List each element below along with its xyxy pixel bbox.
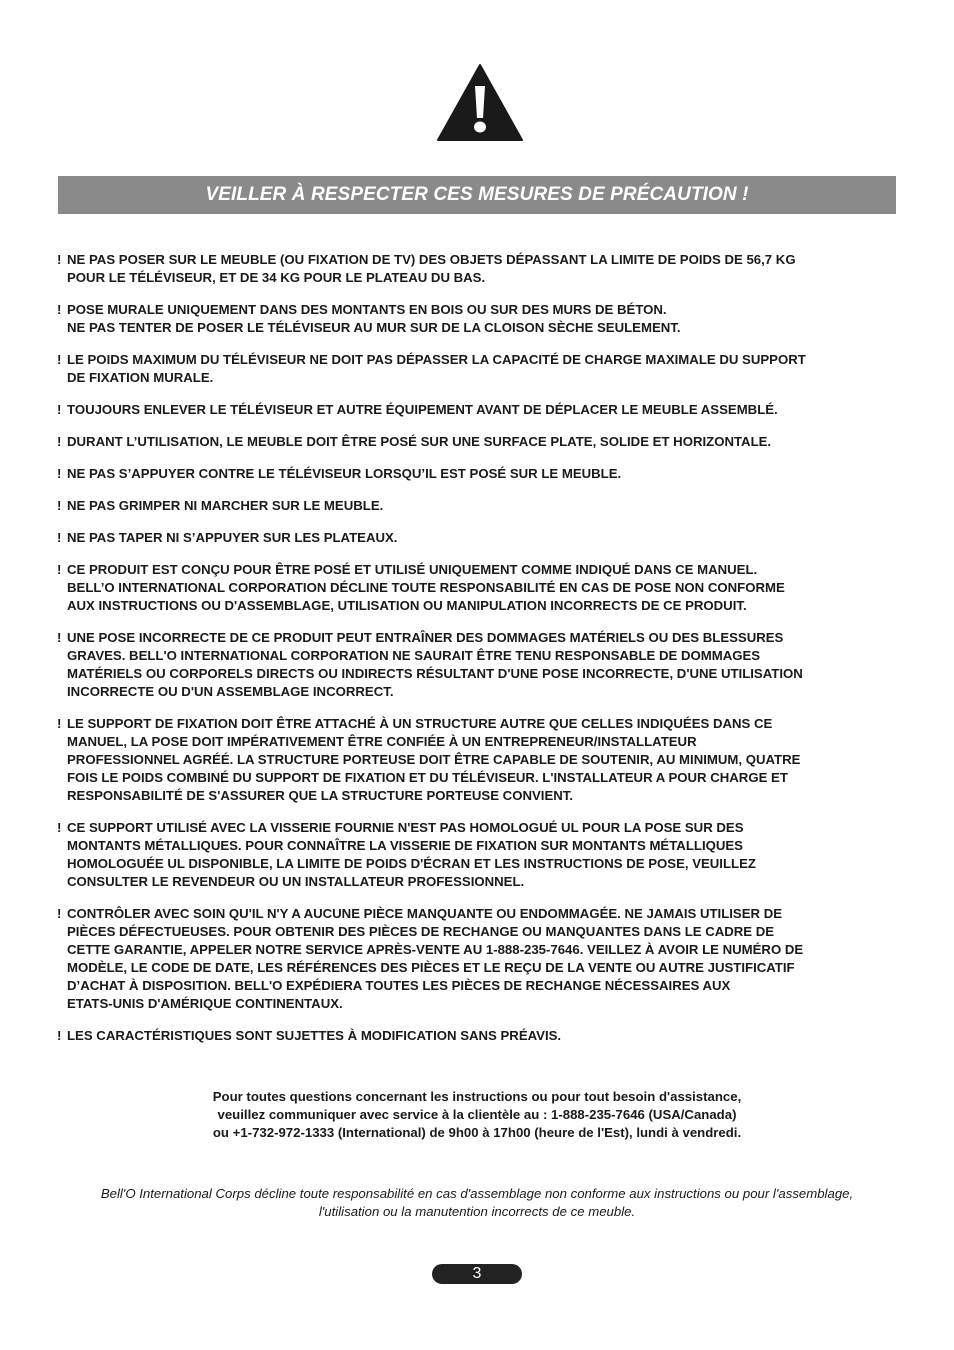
precaution-text-line: CONTRÔLER AVEC SOIN QU'IL N'Y A AUCUNE PIÈCE MANQUANTE OU ENDOMMAGÉE. NE JAMAIS UTILISER DE [67, 906, 783, 921]
exclamation-bullet: ! [57, 402, 62, 417]
precaution-item [57, 629, 902, 701]
precaution-item [57, 251, 902, 287]
precaution-text-line: MONTANTS MÉTALLIQUES. POUR CONNAÎTRE LA VISSERIE DE FIXATION SUR MONTANTS MÉTALLIQUES [67, 838, 743, 853]
exclamation-bullet: ! [57, 434, 62, 449]
contact-text-line: veuillez communiquer avec service à la clientèle au : 1-888-235-7646 (USA/Canada) [217, 1107, 737, 1122]
precaution-text-line: CE PRODUIT EST CONÇU POUR ÊTRE POSÉ ET UTILISÉ UNIQUEMENT COMME INDIQUÉ DANS CE MANUEL. [67, 562, 758, 577]
precaution-text-line: LE SUPPORT DE FIXATION DOIT ÊTRE ATTACHÉ À UN STRUCTURE AUTRE QUE CELLES INDIQUÉES DANS CE [67, 716, 773, 731]
contact-info [0, 1088, 954, 1142]
precaution-text-line: INCORRECTE OU D'UN ASSEMBLAGE INCORRECT. [67, 684, 394, 699]
precaution-text-line: NE PAS TENTER DE POSER LE TÉLÉVISEUR AU MUR SUR DE LA CLOISON SÈCHE SEULEMENT. [67, 320, 681, 335]
precaution-text-line: CETTE GARANTIE, APPELER NOTRE SERVICE APRÈS-VENTE AU 1-888-235-7646. VEILLEZ À AVOIR LE NUMÉRO DE [67, 942, 804, 957]
exclamation-bullet: ! [57, 498, 62, 513]
precaution-text-line: LES CARACTÉRISTIQUES SONT SUJETTES À MODIFICATION SANS PRÉAVIS. [67, 1028, 562, 1043]
precaution-item [57, 715, 902, 805]
precaution-item [57, 819, 902, 891]
precaution-item [57, 561, 902, 615]
precaution-text-line: MATÉRIELS OU CORPORELS DIRECTS OU INDIRECTS RÉSULTANT D'UNE POSE INCORRECTE, D'UNE UTILISATION [67, 666, 803, 681]
liability-disclaimer [0, 1185, 954, 1221]
precaution-text-line: PIÈCES DÉFECTUEUSES. POUR OBTENIR DES PIÈCES DE RECHANGE OU MANQUANTES DANS LE CADRE DE [67, 924, 775, 939]
precaution-text-line: RESPONSABILITÉ DE S'ASSURER QUE LA STRUCTURE PORTEUSE CONVIENT. [67, 788, 574, 803]
precaution-text-line: D’ACHAT À DISPOSITION. BELL'O EXPÉDIERA TOUTES LES PIÈCES DE RECHANGE NÉCESSAIRES AUX [67, 978, 731, 993]
page-number: 3 [432, 1264, 522, 1284]
precaution-text-line: CONSULTER LE REVENDEUR OU UN INSTALLATEUR PROFESSIONNEL. [67, 874, 525, 889]
precaution-text-line: UNE POSE INCORRECTE DE CE PRODUIT PEUT ENTRAÎNER DES DOMMAGES MATÉRIELS OU DES BLESSURES [67, 630, 784, 645]
exclamation-bullet: ! [57, 1028, 62, 1043]
exclamation-bullet: ! [57, 820, 62, 835]
precaution-text-line: NE PAS POSER SUR LE MEUBLE (OU FIXATION DE TV) DES OBJETS DÉPASSANT LA LIMITE DE POIDS DE 56,7 KG [67, 252, 796, 267]
exclamation-bullet: ! [57, 630, 62, 645]
precaution-text-line: NE PAS GRIMPER NI MARCHER SUR LE MEUBLE. [67, 498, 384, 513]
precaution-text-line: BELL’O INTERNATIONAL CORPORATION DÉCLINE TOUTE RESPONSABILITÉ EN CAS DE POSE NON CONFORME [67, 580, 785, 595]
precaution-item [57, 301, 902, 337]
precaution-text-line: MODÈLE, LE CODE DE DATE, LES RÉFÉRENCES DES PIÈCES ET LE REÇU DE LA VENTE OU AUTRE JUSTIFICATIF [67, 960, 795, 975]
precaution-item [57, 433, 902, 451]
precaution-text-line: NE PAS TAPER NI S’APPUYER SUR LES PLATEAUX. [67, 530, 398, 545]
disclaimer-text-line: l'utilisation ou la manutention incorrects de ce meuble. [318, 1204, 636, 1219]
exclamation-bullet: ! [57, 252, 62, 267]
precaution-text-line: DE FIXATION MURALE. [67, 370, 214, 385]
exclamation-bullet: ! [57, 352, 62, 367]
precaution-item [57, 529, 902, 547]
precaution-item [57, 465, 902, 483]
precaution-text-line: POUR LE TÉLÉVISEUR, ET DE 34 KG POUR LE PLATEAU DU BAS. [67, 270, 486, 285]
precaution-item [57, 401, 902, 419]
precaution-text-line: FOIS LE POIDS COMBINÉ DU SUPPORT DE FIXATION ET DU TÉLÉVISEUR. L'INSTALLATEUR A POUR CHARGE ET [67, 770, 788, 785]
exclamation-bullet: ! [57, 530, 62, 545]
precaution-text-line: CE SUPPORT UTILISÉ AVEC LA VISSERIE FOURNIE N'EST PAS HOMOLOGUÉ UL POUR LA POSE SUR DES [67, 820, 744, 835]
precaution-text-line: GRAVES. BELL'O INTERNATIONAL CORPORATION NE SAURAIT ÊTRE TENU RESPONSABLE DE DOMMAGES [67, 648, 761, 663]
exclamation-bullet: ! [57, 466, 62, 481]
exclamation-bullet: ! [57, 906, 62, 921]
precautions-list [57, 251, 902, 1059]
precaution-text-line: LE POIDS MAXIMUM DU TÉLÉVISEUR NE DOIT PAS DÉPASSER LA CAPACITÉ DE CHARGE MAXIMALE DU SUPPORT [67, 352, 806, 367]
precautions-banner: VEILLER À RESPECTER CES MESURES DE PRÉCAUTION ! [58, 176, 896, 214]
precaution-text-line: NE PAS S’APPUYER CONTRE LE TÉLÉVISEUR LORSQU’IL EST POSÉ SUR LE MEUBLE. [67, 466, 622, 481]
precaution-text-line: DURANT L’UTILISATION, LE MEUBLE DOIT ÊTRE POSÉ SUR UNE SURFACE PLATE, SOLIDE ET HORIZONTALE. [67, 434, 772, 449]
disclaimer-text-line: Bell'O International Corps décline toute responsabilité en cas d'assemblage non conforme aux instructions ou pour l'assemblage, [100, 1186, 854, 1201]
contact-text-line: ou +1-732-972-1333 (International) de 9h00 à 17h00 (heure de l'Est), lundi à vendredi. [212, 1125, 742, 1140]
precaution-text-line: HOMOLOGUÉE UL DISPONIBLE, LA LIMITE DE POIDS D'ÉCRAN ET LES INSTRUCTIONS DE POSE, VEUILLEZ [67, 856, 756, 871]
precaution-text-line: PROFESSIONNEL AGRÉÉ. LA STRUCTURE PORTEUSE DOIT ÊTRE CAPABLE DE SOUTENIR, AU MINIMUM, QUATRE [67, 752, 801, 767]
precaution-text-line: POSE MURALE UNIQUEMENT DANS DES MONTANTS EN BOIS OU SUR DES MURS DE BÉTON. [67, 302, 667, 317]
precaution-item [57, 905, 902, 1013]
precaution-text-line: MANUEL, LA POSE DOIT IMPÉRATIVEMENT ÊTRE CONFIÉE À UN ENTREPRENEUR/INSTALLATEUR [67, 734, 697, 749]
precaution-text-line: TOUJOURS ENLEVER LE TÉLÉVISEUR ET AUTRE ÉQUIPEMENT AVANT DE DÉPLACER LE MEUBLE ASSEMBLÉ. [67, 402, 778, 417]
exclamation-bullet: ! [57, 716, 62, 731]
precaution-item [57, 497, 902, 515]
precaution-text-line: ETATS-UNIS D'AMÉRIQUE CONTINENTAUX. [67, 996, 343, 1011]
exclamation-bullet: ! [57, 302, 62, 317]
exclamation-bullet: ! [57, 562, 62, 577]
contact-text-line: Pour toutes questions concernant les instructions ou pour tout besoin d'assistance, [212, 1089, 742, 1104]
warning-triangle-icon [436, 62, 524, 142]
precaution-text-line: AUX INSTRUCTIONS OU D'ASSEMBLAGE, UTILISATION OU MANIPULATION INCORRECTS DE CE PRODUIT. [67, 598, 747, 613]
precaution-item [57, 1027, 902, 1045]
precaution-item [57, 351, 902, 387]
